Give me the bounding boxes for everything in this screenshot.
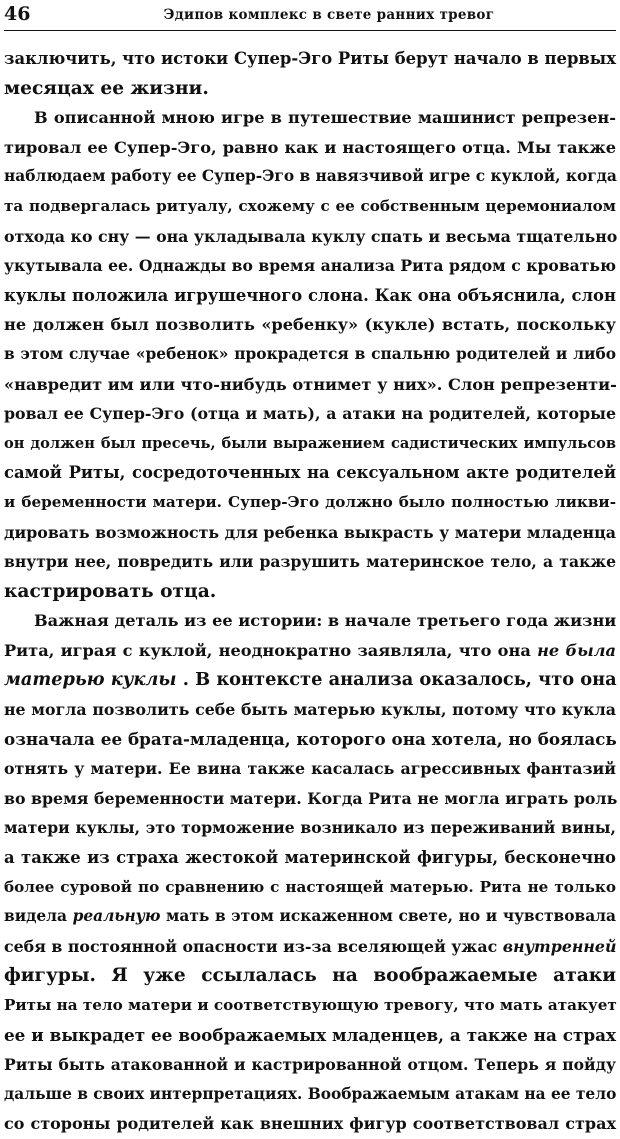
text-run: В описанной мною игре в путешествие машинист репрезен- bbox=[34, 108, 616, 128]
text-line bbox=[4, 429, 616, 459]
text-line bbox=[4, 399, 616, 429]
text-run: он должен был пресечь, были выражением садистических импульсов bbox=[4, 434, 616, 452]
text-line bbox=[4, 665, 616, 695]
text-run: означала ее брата-младенца, которого она хотела, но боялась bbox=[4, 728, 617, 749]
text-run: себя в постоянной опасности из-за вселяющей ужас bbox=[4, 936, 498, 956]
text-line bbox=[4, 192, 616, 222]
text-run: отхода ко сну — она укладывала куклу спать и весьма тщательно bbox=[4, 226, 618, 246]
text-line bbox=[4, 162, 616, 192]
text-line bbox=[4, 340, 616, 370]
text-run: Важная деталь из ее истории: в начале третьего года жизни bbox=[34, 611, 617, 631]
text-line bbox=[4, 488, 616, 518]
text-run: Рита, играя с куклой, неоднократно заявляла, что она bbox=[4, 640, 531, 660]
page-header bbox=[4, 2, 616, 32]
text-line bbox=[4, 725, 616, 755]
text-line bbox=[4, 636, 616, 666]
text-line bbox=[4, 932, 616, 962]
text-run: не могла позволить себе быть матерью куклы, потому что кукла bbox=[4, 700, 616, 720]
page-number: 46 bbox=[4, 3, 31, 25]
text-line bbox=[4, 547, 616, 577]
text-line bbox=[4, 695, 616, 725]
running-head: Эдипов комплекс в свете ранних тревог bbox=[163, 7, 495, 23]
italic-run: матерью куклы bbox=[4, 669, 177, 691]
text-run: «навредит им или что-нибудь отнимет у них». Слон репрезенти- bbox=[4, 374, 617, 394]
text-line bbox=[4, 44, 616, 74]
text-run: заключить, что истоки Супер-Эго Риты берут начало в первых bbox=[4, 49, 616, 68]
text-run: в этом случае «ребенок» прокрадется в спальню родителей и либо bbox=[4, 344, 616, 363]
text-run: ровал ее Супер-Эго (отца и мать), а атаки на родителей, которые bbox=[4, 404, 616, 424]
text-line bbox=[4, 1109, 616, 1139]
text-run: ее и выкрадет ее воображаемых младенцев, а также на страх bbox=[4, 1024, 616, 1045]
text-line bbox=[4, 843, 616, 873]
header-rule bbox=[4, 30, 616, 31]
text-line bbox=[4, 813, 616, 843]
text-run: отнять у матери. Ее вина также касалась агрессивных фантазий bbox=[4, 759, 616, 779]
text-run: со стороны родителей как внешних фигур соответствовал страх bbox=[4, 1114, 616, 1134]
text-line bbox=[4, 222, 616, 252]
text-line bbox=[4, 518, 616, 548]
text-run: видела bbox=[4, 907, 67, 926]
text-run: внутри нее, повредить или разрушить материнское тело, а также bbox=[4, 552, 616, 572]
text-line bbox=[4, 754, 616, 784]
text-run: самой Риты, сосредоточенных на сексуальном акте родителей bbox=[4, 463, 616, 483]
text-run: фигуры. Я уже ссылалась на воображаемые атаки bbox=[4, 965, 616, 987]
text-run: а также из страха жестокой материнской фигуры, бесконечно bbox=[4, 848, 616, 868]
text-run: не должен был позволить «ребенку» (кукле) встать, поскольку bbox=[4, 315, 616, 335]
text-line bbox=[4, 577, 616, 607]
text-line bbox=[4, 873, 616, 903]
text-run: Риты быть атакованной и кастрированной отцом. Теперь я пойду bbox=[4, 1055, 616, 1075]
text-line bbox=[4, 281, 616, 311]
text-line bbox=[4, 1021, 616, 1051]
text-run: укутывала ее. Однажды во время анализа Рита рядом с кроватью bbox=[4, 256, 616, 276]
text-run: Риты на тело матери и соответствующую тревогу, что мать атакует bbox=[4, 996, 617, 1014]
text-line bbox=[4, 902, 616, 932]
text-line bbox=[4, 1080, 616, 1110]
text-line bbox=[4, 370, 616, 400]
italic-run: не была bbox=[537, 640, 616, 660]
text-run: дировать возможность для ребенка выкрасть у матери младенца bbox=[4, 522, 616, 542]
text-line bbox=[4, 133, 616, 163]
text-run: месяцах ее жизни. bbox=[4, 77, 209, 99]
text-run: и беременности матери. Супер-Эго должно было полностью ликви- bbox=[4, 492, 616, 511]
body-text bbox=[4, 44, 616, 1139]
text-run: кастрировать отца. bbox=[4, 580, 217, 602]
italic-run: реальную bbox=[72, 907, 161, 926]
text-line bbox=[4, 458, 616, 488]
text-run: матери куклы, это торможение возникало из переживаний вины, bbox=[4, 818, 616, 838]
text-line bbox=[4, 310, 616, 340]
text-run: наблюдаем работу ее Супер-Эго в навязчивой игре с куклой, когда bbox=[4, 167, 617, 186]
italic-run: внутренней bbox=[502, 936, 617, 956]
text-line bbox=[4, 74, 616, 104]
text-run: дальше в своих интерпретациях. Воображаемым атакам на ее тело bbox=[4, 1084, 617, 1103]
text-line bbox=[4, 251, 616, 281]
text-run: мать в этом искаженном свете, но и чувствовала bbox=[166, 907, 616, 926]
text-run: тировал ее Супер-Эго, равно как и настоящего отца. Мы также bbox=[4, 137, 616, 157]
text-run: . В контексте анализа оказалось, что она bbox=[182, 669, 617, 691]
text-run: во время беременности матери. Когда Рита не могла играть роль bbox=[4, 788, 618, 808]
text-run: та подвергалась ритуалу, схожему с ее собственным церемониалом bbox=[4, 196, 616, 215]
text-run: куклы положила игрушечного слона. Как она объяснила, слон bbox=[4, 285, 616, 305]
text-line bbox=[4, 103, 616, 133]
text-run: более суровой по сравнению с настоящей матерью. Рита не только bbox=[4, 877, 616, 896]
text-line bbox=[4, 784, 616, 814]
text-line bbox=[4, 606, 616, 636]
text-line bbox=[4, 991, 616, 1021]
text-line bbox=[4, 1050, 616, 1080]
